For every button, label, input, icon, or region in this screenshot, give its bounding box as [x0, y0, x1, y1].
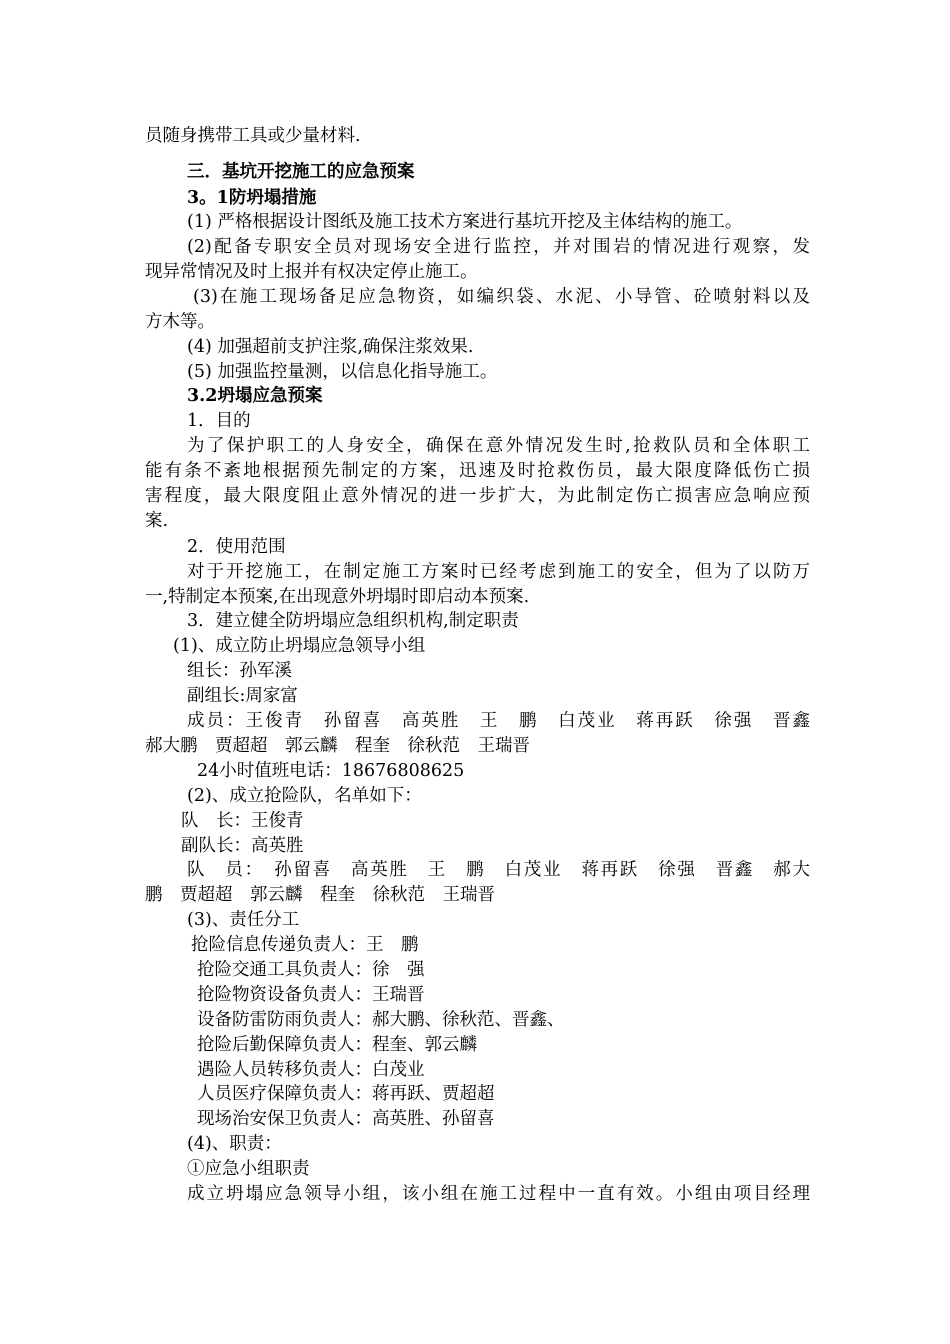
text-line: 2．使用范围 [187, 537, 286, 557]
text-line: 队 员： 孙留喜 高英胜 王 鹏 白茂业 蒋再跃 徐强 晋鑫 郝大 [187, 860, 810, 880]
text-line: (2)、成立抢险队，名单如下： [187, 786, 422, 806]
text-line: 副组长:周家富 [187, 686, 298, 706]
text-line: (3)在施工现场备足应急物资，如编织袋、水泥、小导管、砼喷射料以及 [193, 287, 810, 307]
text-line: (3)、责任分工 [187, 910, 300, 930]
text-line: 3．建立健全防坍塌应急组织机构,制定职责 [187, 611, 519, 631]
text-line: 对于开挖施工，在制定施工方案时已经考虑到施工的安全，但为了以防万 [187, 562, 810, 582]
subsection-heading: 3.2坍塌应急预案 [187, 386, 323, 406]
text-line: 现场治安保卫负责人：高英胜、孙留喜 [197, 1109, 495, 1129]
text-line: 员随身携带工具或少量材料. [145, 126, 361, 146]
text-line: 遇险人员转移负责人：白茂业 [197, 1060, 425, 1080]
text-line: 组长：孙军溪 [187, 661, 292, 681]
text-line: 抢险交通工具负责人：徐 强 [197, 960, 425, 980]
text-line: 害程度，最大限度阻止意外情况的进一步扩大，为此制定伤亡损害应急响应预 [145, 486, 810, 506]
text-line: 案. [145, 511, 169, 531]
text-line: (5) 加强监控量测，以信息化指导施工。 [187, 362, 498, 382]
text-line: (4)、职责： [187, 1134, 282, 1154]
text-line: 抢险信息传递负责人：王 鹏 [191, 935, 419, 955]
text-line: (1)、成立防止坍塌应急领导小组 [173, 636, 426, 656]
text-line: 鹏 贾超超 郭云麟 程奎 徐秋范 王瑞晋 [145, 885, 495, 905]
text-line: 1．目的 [187, 411, 251, 431]
subsection-heading: 3。1防坍塌措施 [187, 188, 317, 208]
section-heading: 三．基坑开挖施工的应急预案 [187, 162, 415, 182]
text-line: 为了保护职工的人身安全，确保在意外情况发生时,抢救队员和全体职工 [187, 436, 810, 456]
text-line: 现异常情况及时上报并有权决定停止施工。 [145, 262, 478, 282]
text-line: 郝大鹏 贾超超 郭云麟 程奎 徐秋范 王瑞晋 [145, 736, 530, 756]
text-line: 24小时值班电话：18676808625 [197, 761, 465, 781]
text-line: 人员医疗保障负责人：蒋再跃、贾超超 [197, 1084, 495, 1104]
text-line: 抢险后勤保障负责人：程奎、郭云麟 [197, 1035, 477, 1055]
text-line: 抢险物资设备负责人：王瑞晋 [197, 985, 425, 1005]
text-line: 副队长：高英胜 [181, 836, 304, 856]
text-line: 设备防雷防雨负责人：郝大鹏、徐秋范、晋鑫、 [197, 1010, 565, 1030]
text-line: 方木等。 [145, 312, 215, 332]
text-line: (2)配备专职安全员对现场安全进行监控，并对围岩的情况进行观察，发 [187, 237, 810, 257]
text-line: (1) 严格根据设计图纸及施工技术方案进行基坑开挖及主体结构的施工。 [187, 212, 743, 232]
text-line: 成员：王俊青 孙留喜 高英胜 王 鹏 白茂业 蒋再跃 徐强 晋鑫 [187, 711, 810, 731]
text-line: 能有条不紊地根据预先制定的方案，迅速及时抢救伤员，最大限度降低伤亡损 [145, 461, 810, 481]
text-line: ①应急小组职责 [187, 1159, 310, 1179]
text-line: 队 长：王俊青 [181, 811, 304, 831]
text-line: 一,特制定本预案,在出现意外坍塌时即启动本预案. [145, 587, 530, 607]
text-line: 成立坍塌应急领导小组，该小组在施工过程中一直有效。小组由项目经理 [187, 1184, 810, 1204]
text-line: (4) 加强超前支护注浆,确保注浆效果. [187, 337, 474, 357]
